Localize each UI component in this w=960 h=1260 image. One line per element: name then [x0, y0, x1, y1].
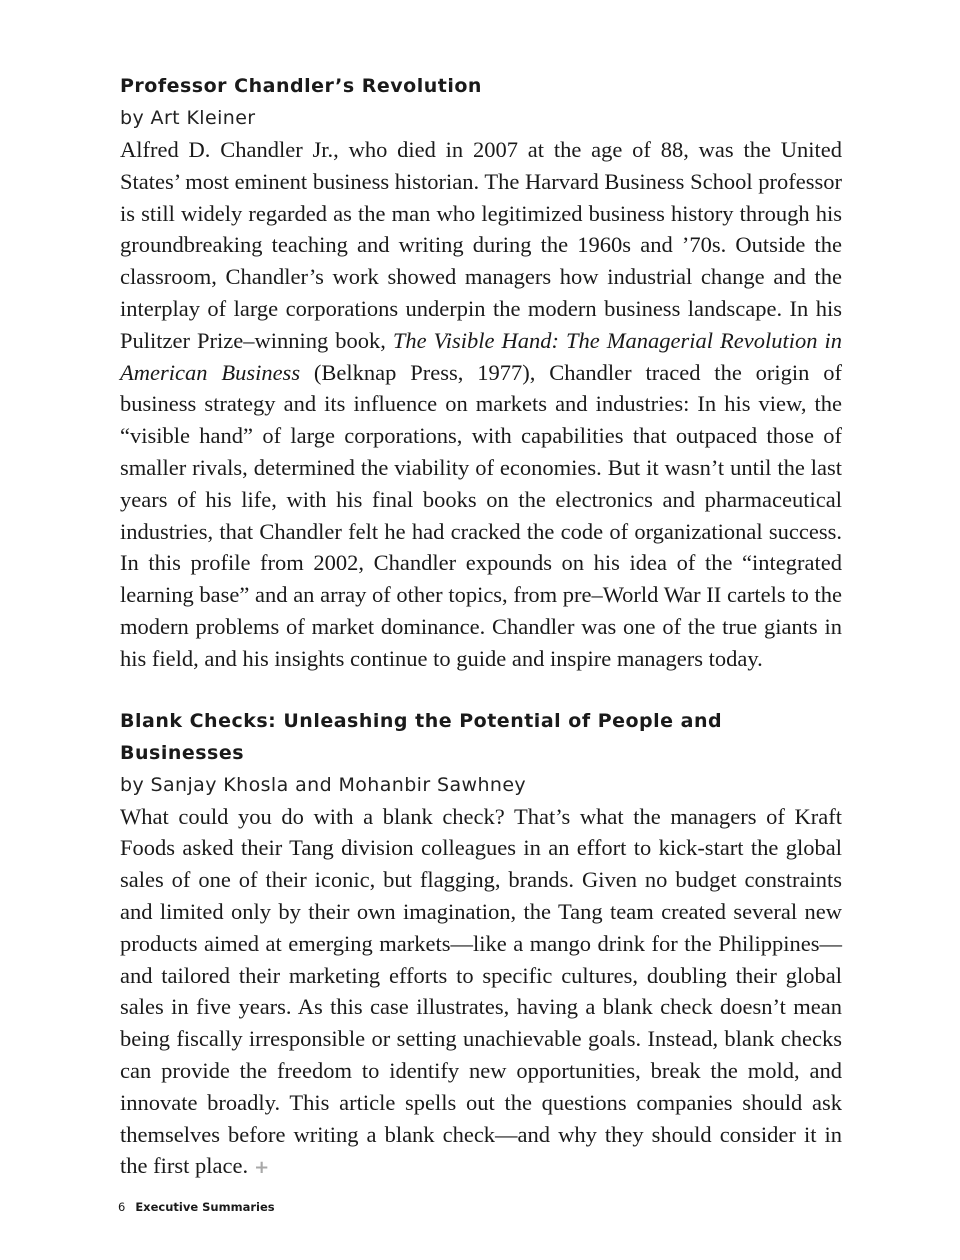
page-content	[120, 70, 842, 1184]
page-footer	[118, 1200, 275, 1214]
article-byline: by Sanjay Khosla and Mohanbir Sawhney	[120, 773, 527, 796]
article-title: Professor Chandler’s Revolution	[120, 75, 482, 97]
article-body-text: Alfred D. Chandler Jr., who died in 2007 at the age of 88, was the United States’ most eminent business historian. The Harvard Business School professor is still widely regarded as the man who legitimized business history through his groundbreaking teaching and writing during the 1960s and ’70s. Outside the classroom, Chandler’s work showed managers how industrial change and the interplay of large corporations underpin the modern business landscape. In his Pulitzer Prize–winning book,	[120, 137, 842, 353]
article-blank-checks	[120, 705, 842, 1185]
article-chandler	[120, 70, 842, 675]
plus-icon: +	[254, 1157, 270, 1179]
article-byline: by Art Kleiner	[120, 107, 256, 129]
article-body	[120, 801, 842, 1185]
article-body-text: What could you do with a blank check? That’s what the managers of Kraft Foods asked their Tang division colleagues in an effort to kick-start the global sales of one of their iconic, but flagging, brands. Given no budget constraints and limited only by their own imagination, the Tang team created several new products aimed at emerging markets—like a mango drink for the Philippines—and tailored their marketing efforts to specific cultures, doubling their global sales in five years. As this case illustrates, having a blank check doesn’t mean being fiscally irresponsible or setting unachievable goals. Instead, blank checks can provide the freedom to identify new opportunities, break the mold, and innovate broadly. This article spells out the questions companies should ask themselves before writing a blank check—and why they should consider it in the first place.	[120, 803, 842, 1179]
article-body-text-continued: (Belknap Press, 1977), Chandler traced the origin of business strategy and its influence on markets and industries: In his view, the “visible hand” of large corporations, with capabilities that outpaced those of smaller rivals, determined the viability of economies. But it wasn’t until the last years of his life, with his final books on the electronics and pharmaceutical industries, that Chandler felt he had cracked the code of organizational success. In this profile from 2002, Chandler expounds on his idea of the “integrated learning base” and an array of other topics, from pre–World War II cartels to the modern problems of market dominance. Chandler was one of the true giants in his field, and his insights continue to guide and inspire managers today.	[120, 359, 842, 671]
article-body	[120, 134, 842, 675]
book-title: The Visible Hand: The Managerial Revolution in American Business	[120, 327, 842, 385]
article-title: Blank Checks: Unleashing the Potential of People and Businesses	[120, 709, 723, 764]
page-number: 6	[118, 1200, 126, 1214]
footer-section-title: Executive Summaries	[135, 1200, 275, 1214]
